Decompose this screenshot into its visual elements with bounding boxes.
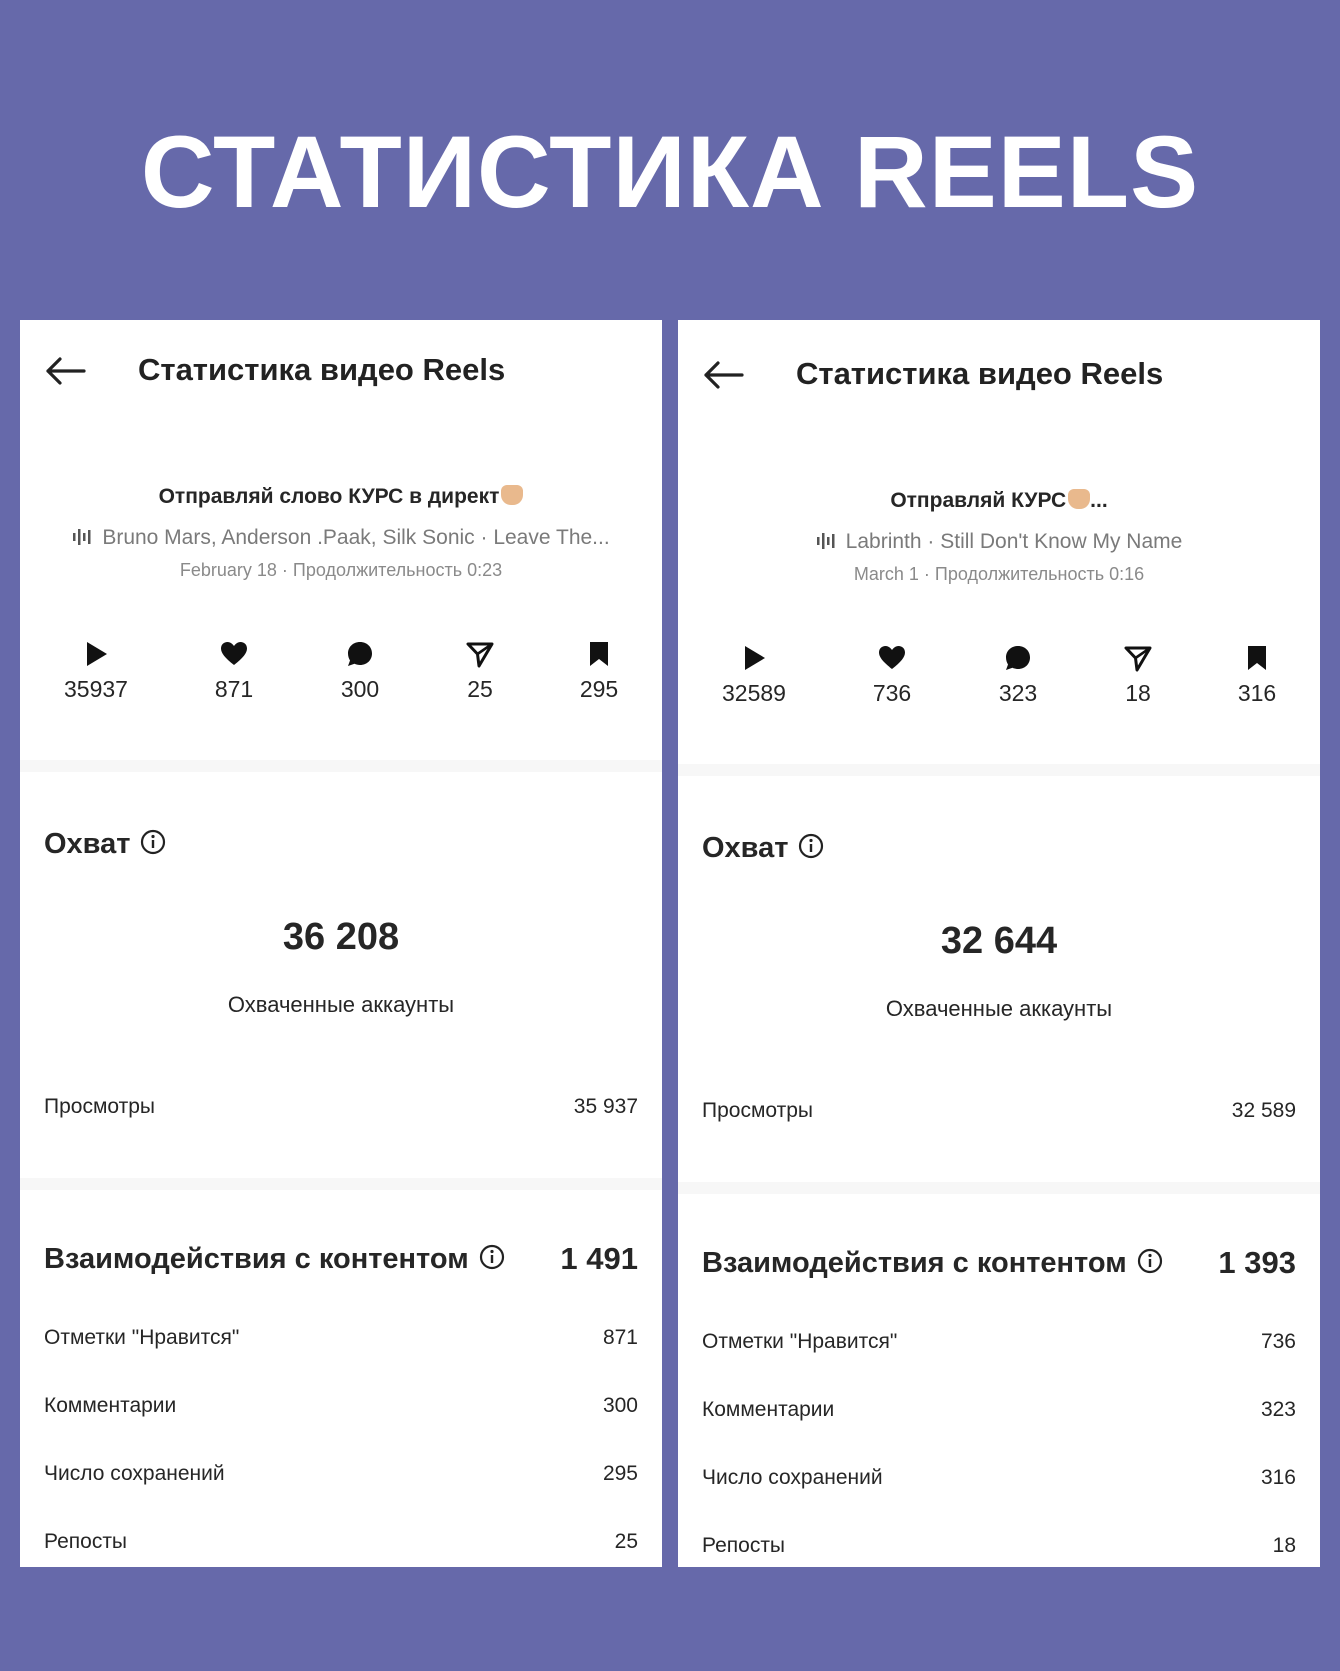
info-icon[interactable] [479, 1244, 505, 1270]
audio-waveform-icon [816, 533, 838, 549]
reels-stats-panel-right [678, 320, 1320, 1567]
views-value: 32 589 [1231, 1099, 1296, 1122]
interaction-row-saves [44, 1462, 638, 1496]
row-label: Число сохранений [702, 1466, 883, 1489]
interaction-row-comments [702, 1398, 1296, 1432]
reach-accounts-label: Охваченные аккаунты [885, 996, 1113, 1021]
reel-meta: February 18 · Продолжительность 0:23 [179, 560, 503, 580]
reel-audio[interactable] [20, 522, 662, 554]
reel-caption-text: Отправляй КУРС [890, 489, 1067, 512]
row-value: 295 [602, 1462, 638, 1485]
info-icon[interactable] [140, 829, 166, 855]
audio-text: Bruno Mars, Anderson .Paak, Silk Sonic · Leave The... [102, 526, 610, 549]
pointing-down-emoji-icon [1068, 489, 1090, 509]
play-icon [82, 640, 110, 668]
metric-likes-value: 871 [214, 676, 254, 702]
row-value: 736 [1260, 1330, 1296, 1353]
raising-hands-emoji-icon [501, 485, 523, 505]
interactions-title-text: Взаимодействия с контентом [44, 1243, 469, 1275]
metric-likes [174, 640, 294, 703]
section-divider [678, 764, 1320, 776]
bookmark-icon [1243, 644, 1271, 672]
metric-saves-value: 295 [579, 676, 619, 702]
row-value: 871 [602, 1326, 638, 1349]
reel-caption-suffix: ... [1090, 489, 1108, 512]
bookmark-icon [585, 640, 613, 668]
interaction-row-comments [44, 1394, 638, 1428]
row-label: Репосты [702, 1534, 786, 1557]
row-label: Отметки "Нравится" [44, 1326, 240, 1349]
interaction-row-likes [702, 1330, 1296, 1364]
metric-shares [1078, 644, 1198, 707]
back-arrow-icon[interactable] [44, 356, 86, 386]
interactions-section-title [44, 1243, 505, 1276]
interaction-row-reposts [702, 1534, 1296, 1567]
reel-meta: March 1 · Продолжительность 0:16 [853, 564, 1145, 584]
metric-comments-value: 323 [998, 680, 1038, 706]
audio-waveform-icon [72, 529, 94, 545]
play-icon [740, 644, 768, 672]
row-value: 323 [1260, 1398, 1296, 1421]
reel-caption [678, 484, 1320, 518]
send-icon [1124, 644, 1152, 672]
heart-icon [878, 644, 906, 672]
comment-bubble-icon [346, 640, 374, 668]
info-icon[interactable] [798, 833, 824, 859]
reach-accounts-value: 36 208 [282, 916, 400, 958]
row-label: Репосты [44, 1530, 128, 1553]
audio-text: Labrinth · Still Don't Know My Name [845, 530, 1183, 553]
interactions-title-text: Взаимодействия с контентом [702, 1247, 1127, 1279]
reach-section-title [44, 828, 166, 861]
views-label: Просмотры [702, 1099, 813, 1122]
page-title: Статистика видео Reels [138, 352, 506, 387]
metric-plays [694, 644, 814, 707]
metric-plays [36, 640, 156, 703]
metric-saves [1197, 644, 1317, 707]
views-value: 35 937 [573, 1095, 638, 1118]
views-row [44, 1095, 638, 1129]
row-label: Комментарии [44, 1394, 177, 1417]
reel-info [678, 484, 1320, 588]
row-label: Комментарии [702, 1398, 835, 1421]
metric-shares-value: 25 [467, 676, 493, 702]
page-title: Статистика видео Reels [796, 356, 1164, 391]
reach-accounts-label: Охваченные аккаунты [227, 992, 455, 1017]
metric-likes-value: 736 [872, 680, 912, 706]
section-divider [678, 1182, 1320, 1194]
back-arrow-icon[interactable] [702, 360, 744, 390]
metric-comments [300, 640, 420, 703]
metric-plays-value: 32589 [722, 680, 786, 706]
row-value: 18 [1272, 1534, 1296, 1557]
reach-title-text: Охват [702, 832, 789, 864]
section-divider [20, 760, 662, 772]
reach-section-title [702, 832, 824, 865]
reel-caption-text: Отправляй слово КУРС в директ [158, 485, 500, 508]
banner-title: СТАТИСТИКА REELS [140, 115, 1200, 229]
interactions-section-title [702, 1247, 1163, 1280]
row-label: Отметки "Нравится" [702, 1330, 898, 1353]
reach-title-text: Охват [44, 828, 131, 860]
reels-stats-panel-left [20, 320, 662, 1567]
info-icon[interactable] [1137, 1248, 1163, 1274]
row-label: Число сохранений [44, 1462, 225, 1485]
metric-shares-value: 18 [1125, 680, 1151, 706]
metric-comments-value: 300 [340, 676, 380, 702]
metrics-row [20, 640, 662, 730]
metric-comments [958, 644, 1078, 707]
comment-bubble-icon [1004, 644, 1032, 672]
metric-saves-value: 316 [1237, 680, 1277, 706]
interaction-row-saves [702, 1466, 1296, 1500]
reel-caption [20, 480, 662, 514]
row-value: 316 [1260, 1466, 1296, 1489]
panel-header [678, 346, 1320, 406]
views-row [702, 1099, 1296, 1133]
row-value: 300 [602, 1394, 638, 1417]
interactions-total: 1 491 [560, 1241, 638, 1276]
metric-likes [832, 644, 952, 707]
reach-accounts-value: 32 644 [940, 920, 1058, 962]
metric-plays-value: 35937 [64, 676, 128, 702]
panel-header [20, 342, 662, 402]
interaction-row-likes [44, 1326, 638, 1360]
views-label: Просмотры [44, 1095, 155, 1118]
heart-icon [220, 640, 248, 668]
interactions-total: 1 393 [1218, 1245, 1296, 1280]
section-divider [20, 1178, 662, 1190]
reel-audio[interactable] [678, 526, 1320, 558]
metric-shares [420, 640, 540, 703]
metric-saves [539, 640, 659, 703]
row-value: 25 [614, 1530, 638, 1553]
interaction-row-reposts [44, 1530, 638, 1564]
metrics-row [678, 644, 1320, 734]
reel-info [20, 480, 662, 584]
send-icon [466, 640, 494, 668]
